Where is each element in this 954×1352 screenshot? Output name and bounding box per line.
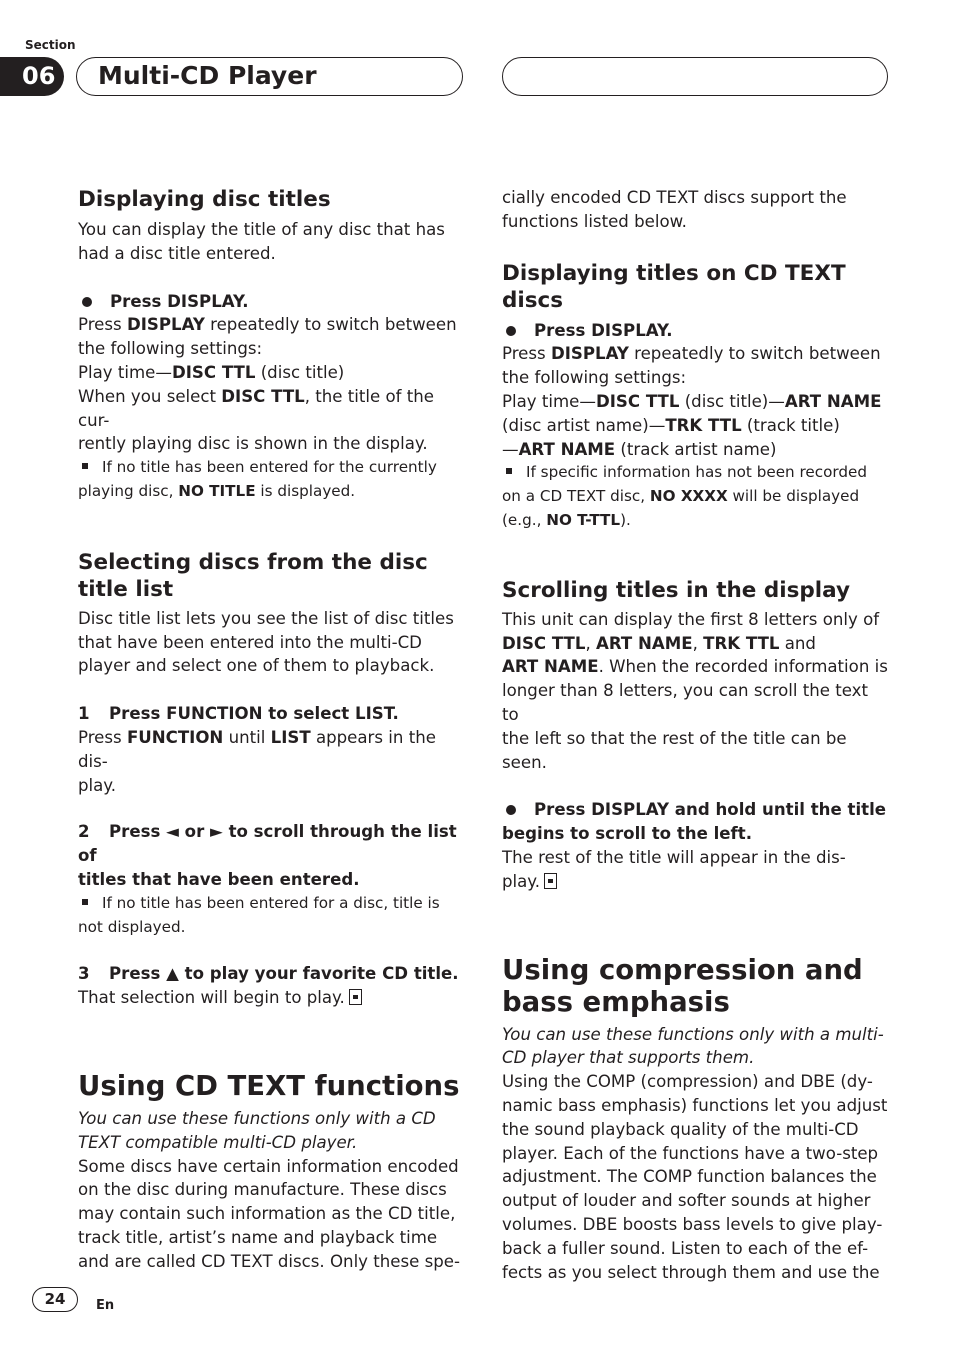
note: not displayed. bbox=[78, 917, 186, 936]
paragraph: Press DISPLAY repeatedly to switch between bbox=[502, 344, 881, 364]
paragraph: namic bass emphasis) functions let you adjust bbox=[502, 1095, 888, 1115]
heading-compression: Using compression and bbox=[502, 953, 863, 986]
step: Press DISPLAY and hold until the title bbox=[502, 798, 888, 822]
paragraph: adjustment. The COMP function balances the bbox=[502, 1167, 877, 1187]
end-mark-icon bbox=[349, 989, 362, 1005]
left-column bbox=[78, 186, 464, 1274]
step: Press DISPLAY. bbox=[78, 290, 464, 314]
paragraph: player. Each of the functions have a two-step bbox=[502, 1143, 879, 1163]
note: playing disc, NO TITLE is displayed. bbox=[78, 481, 356, 500]
note: on a CD TEXT disc, NO XXXX will be displayed bbox=[502, 487, 860, 506]
note: (e.g., NO T-TTL). bbox=[502, 510, 631, 529]
paragraph: fects as you select through them and use the bbox=[502, 1262, 880, 1282]
paragraph: Disc title list lets you see the list of disc titles bbox=[78, 608, 454, 628]
bullet-icon bbox=[506, 805, 516, 815]
section-label: Section bbox=[25, 38, 76, 52]
paragraph: Using the COMP (compression) and DBE (dy- bbox=[502, 1072, 873, 1092]
paragraph: Play time—DISC TTL (disc title) bbox=[78, 362, 345, 382]
paragraph: had a disc title entered. bbox=[78, 243, 276, 263]
paragraph: The rest of the title will appear in the dis- bbox=[502, 847, 846, 867]
step-3: 3 Press ▲ to play your favorite CD title. bbox=[78, 964, 459, 984]
note-square-icon bbox=[506, 468, 512, 474]
bullet-icon bbox=[82, 297, 92, 307]
paragraph: Press FUNCTION until LIST appears in the dis- bbox=[78, 727, 436, 771]
section-title: Multi-CD Player bbox=[98, 61, 317, 90]
step: Press DISPLAY. bbox=[502, 319, 888, 343]
paragraph: Some discs have certain information encoded bbox=[78, 1156, 459, 1176]
paragraph: output of louder and softer sounds at higher bbox=[502, 1191, 871, 1211]
heading-selecting-discs-line2: title list bbox=[78, 576, 174, 602]
heading-compression-line2: bass emphasis bbox=[502, 985, 730, 1018]
paragraph: Press DISPLAY repeatedly to switch between bbox=[78, 315, 457, 335]
note: If no title has been entered for a disc, title is bbox=[78, 892, 464, 916]
paragraph: That selection will begin to play. bbox=[78, 986, 464, 1010]
paragraph: You can display the title of any disc that has bbox=[78, 220, 445, 239]
italic-note: TEXT compatible multi-CD player. bbox=[78, 1132, 358, 1152]
note: If specific information has not been recorded bbox=[502, 461, 888, 485]
paragraph: the left so that the rest of the title can be seen. bbox=[502, 728, 847, 772]
step-2-line2: titles that have been entered. bbox=[78, 869, 360, 889]
paragraph: functions listed below. bbox=[502, 211, 687, 231]
paragraph: DISC TTL, ART NAME, TRK TTL and bbox=[502, 633, 816, 653]
paragraph: and are called CD TEXT discs. Only these spe- bbox=[78, 1251, 461, 1271]
paragraph: the following settings: bbox=[502, 368, 687, 388]
language-label: En bbox=[96, 1298, 115, 1313]
note-square-icon bbox=[82, 899, 88, 905]
heading-selecting-discs: Selecting discs from the disc bbox=[78, 549, 428, 575]
paragraph: cially encoded CD TEXT discs support the bbox=[502, 188, 847, 207]
paragraph: ART NAME. When the recorded information is bbox=[502, 657, 888, 677]
paragraph: back a fuller sound. Listen to each of the ef- bbox=[502, 1238, 869, 1258]
paragraph: that have been entered into the multi-CD bbox=[78, 632, 422, 652]
paragraph: (disc artist name)—TRK TTL (track title) bbox=[502, 415, 840, 435]
step-line2: begins to scroll to the left. bbox=[502, 824, 753, 844]
right-column bbox=[502, 186, 888, 1284]
end-mark-icon bbox=[544, 873, 557, 889]
paragraph: rently playing disc is shown in the display. bbox=[78, 434, 428, 454]
paragraph: track title, artist’s name and playback time bbox=[78, 1227, 438, 1247]
italic-note: You can use these functions only with a multi- bbox=[502, 1024, 884, 1044]
paragraph: play. bbox=[502, 870, 888, 894]
paragraph: the following settings: bbox=[78, 339, 263, 359]
paragraph: longer than 8 letters, you can scroll the text to bbox=[502, 681, 868, 724]
step-1: 1 Press FUNCTION to select LIST. bbox=[78, 704, 399, 724]
bullet-icon bbox=[506, 326, 516, 336]
paragraph: volumes. DBE boosts bass levels to give play- bbox=[502, 1214, 883, 1234]
paragraph: the sound playback quality of the multi-CD bbox=[502, 1119, 859, 1139]
heading-scrolling-titles: Scrolling titles in the display bbox=[502, 577, 851, 603]
paragraph: This unit can display the first 8 letters only of bbox=[502, 609, 880, 629]
paragraph: on the disc during manufacture. These discs bbox=[78, 1180, 447, 1200]
paragraph: —ART NAME (track artist name) bbox=[502, 439, 777, 459]
italic-note: You can use these functions only with a CD bbox=[78, 1108, 436, 1128]
note: If no title has been entered for the currently bbox=[78, 456, 464, 480]
paragraph: Play time—DISC TTL (disc title)—ART NAME bbox=[502, 391, 882, 411]
note-square-icon bbox=[82, 463, 88, 469]
heading-displaying-disc-titles: Displaying disc titles bbox=[78, 187, 331, 212]
heading-titles-cd-text: Displaying titles on CD TEXT discs bbox=[502, 260, 846, 313]
paragraph: When you select DISC TTL, the title of the cur- bbox=[78, 386, 435, 430]
section-number: 06 bbox=[0, 57, 64, 96]
paragraph: may contain such information as the CD title, bbox=[78, 1204, 456, 1224]
italic-note: CD player that supports them. bbox=[502, 1048, 755, 1068]
page-number: 24 bbox=[32, 1287, 78, 1312]
step-2: 2 Press ◄ or ► to scroll through the list of bbox=[78, 822, 457, 866]
paragraph: play. bbox=[78, 775, 117, 795]
heading-using-cd-text: Using CD TEXT functions bbox=[78, 1069, 460, 1102]
paragraph: player and select one of them to playback. bbox=[78, 656, 435, 676]
header-right-frame bbox=[502, 57, 888, 96]
